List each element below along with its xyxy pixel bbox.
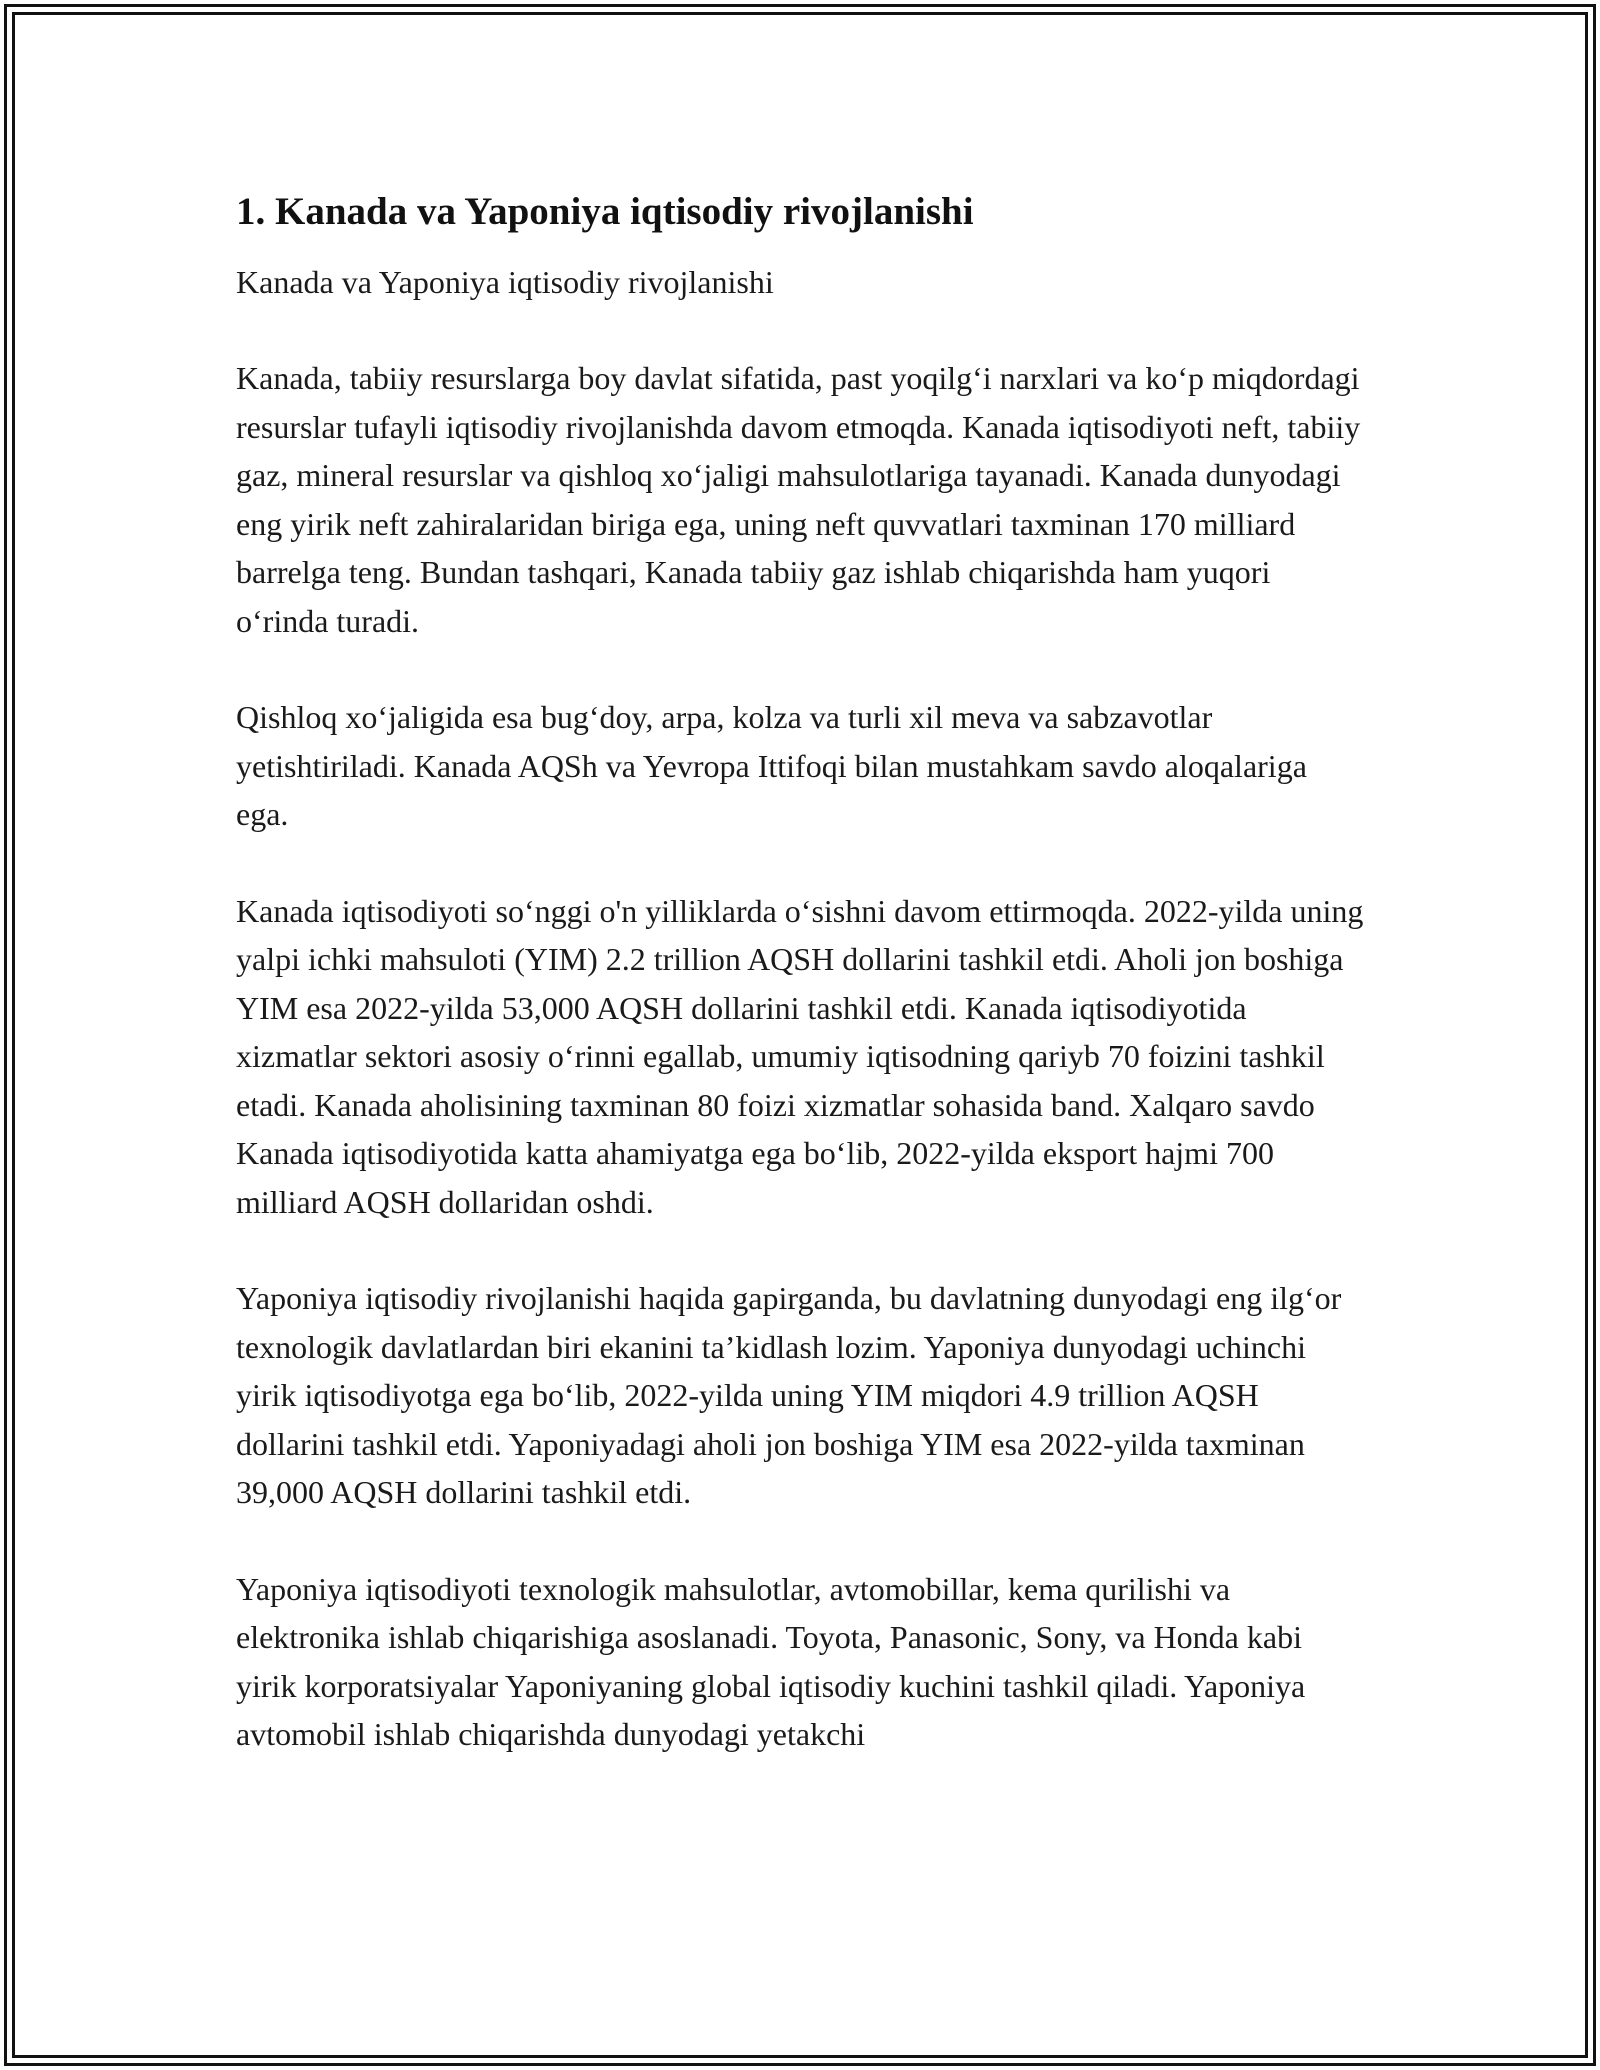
document-body <box>236 186 1366 1807</box>
section-subtitle: Kanada va Yaponiya iqtisodiy rivojlanishi <box>236 264 774 300</box>
paragraph-canada-resources: Kanada, tabiiy resurslarga boy davlat sifatida, past yoqilg‘i narxlari va ko‘p miqdordagi resurslar tufayli iqtisodiy rivojlanishda davom etmoqda. Kanada iqtisodiyoti neft, tabiiy gaz, mineral resurslar va qishloq xo‘jaligi mahsulotlariga tayanadi. Kanada dunyodagi eng yirik neft zahiralaridan biriga ega, uning neft quvvatlari taxminan 170 milliard barrelga teng. Bundan tashqari, Kanada tabiiy gaz ishlab chiqarishda ham yuqori o‘rinda turadi. <box>236 360 1361 639</box>
section-heading: 1. Kanada va Yaponiya iqtisodiy rivojlanishi <box>236 190 974 233</box>
paragraph-canada-agriculture: Qishloq xo‘jaligida esa bug‘doy, arpa, kolza va turli xil meva va sabzavotlar yetishtiriladi. Kanada AQSh va Yevropa Ittifoqi bilan mustahkam savdo aloqalariga ega. <box>236 699 1307 832</box>
paragraph-japan-economy: Yaponiya iqtisodiy rivojlanishi haqida gapirganda, bu davlatning dunyodagi eng ilg‘or texnologik davlatlardan biri ekanini ta’kidlash lozim. Yaponiya dunyodagi uchinchi yirik iqtisodiyotga ega bo‘lib, 2022-yilda uning YIM miqdori 4.9 trillion AQSH dollarini tashkil etdi. Yaponiyadagi aholi jon boshiga YIM esa 2022-yilda taxminan 39,000 AQSH dollarini tashkil etdi. <box>236 1280 1342 1510</box>
paragraph-canada-economy: Kanada iqtisodiyoti so‘nggi o'n yilliklarda o‘sishni davom ettirmoqda. 2022-yilda uning yalpi ichki mahsuloti (YIM) 2.2 trillion AQSH dollarini tashkil etdi. Aholi jon boshiga YIM esa 2022-yilda 53,000 AQSH dollarini tashkil etdi. Kanada iqtisodiyotida xizmatlar sektori asosiy o‘rinni egallab, umumiy iqtisodning qariyb 70 foizini tashkil etadi. Kanada aholisining taxminan 80 foizi xizmatlar sohasida band. Xalqaro savdo Kanada iqtisodiyotida katta ahamiyatga ega bo‘lib, 2022-yilda eksport hajmi 700 milliard AQSH dollaridan oshdi. <box>236 892 1364 1220</box>
paragraph-japan-industry: Yaponiya iqtisodiyoti texnologik mahsulotlar, avtomobillar, kema qurilishi va elektronika ishlab chiqarishiga asoslanadi. Toyota, Panasonic, Sony, va Honda kabi yirik korporatsiyalar Yaponiyaning global iqtisodiy kuchini tashkil qiladi. Yaponiya avtomobil ishlab chiqarishda dunyodagi yetakchi <box>236 1570 1306 1752</box>
